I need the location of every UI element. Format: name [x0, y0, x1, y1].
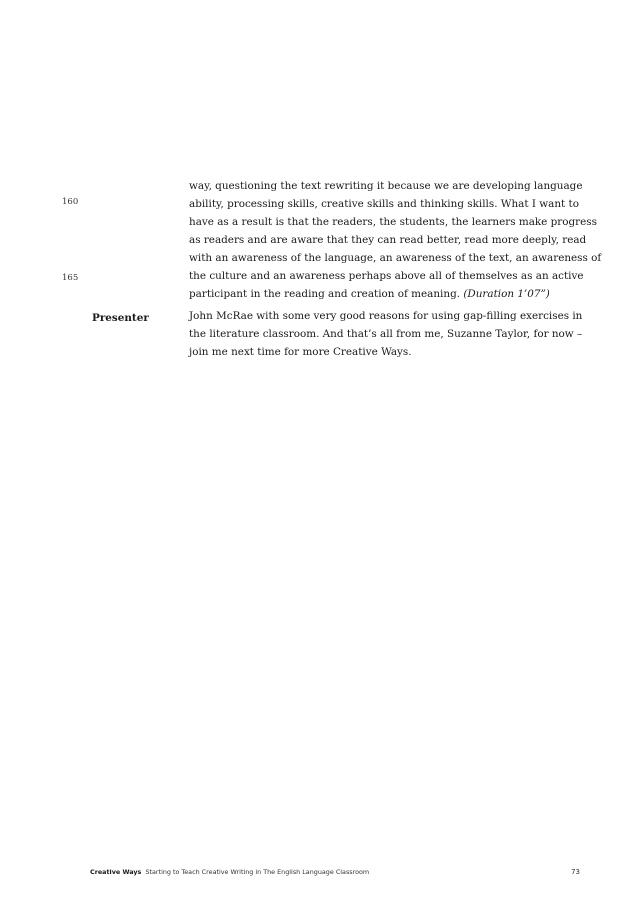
- footer-text: [90, 868, 369, 876]
- duration-note: (Duration 1’07”): [463, 288, 550, 300]
- page-footer: [90, 868, 580, 876]
- transcript-line: have as a result is that the readers, the students, the learners make progress: [189, 216, 597, 228]
- transcript-line: as readers and are aware that they can read better, read more deeply, read: [189, 234, 587, 246]
- transcript-line: the literature classroom. And that’s all from me, Suzanne Taylor, for now –: [189, 328, 583, 340]
- transcript-line: way, questioning the text rewriting it because we are developing language: [189, 180, 583, 192]
- line-number-160: 160: [62, 197, 79, 207]
- page-number: 73: [571, 868, 580, 876]
- transcript-line-text: participant in the reading and creation of meaning.: [189, 288, 464, 300]
- transcript-line: with an awareness of the language, an awareness of the text, an awareness of: [189, 252, 602, 264]
- footer-title: Creative Ways: [90, 868, 142, 876]
- transcript-line: [189, 285, 550, 303]
- speaker-label: Presenter: [92, 312, 149, 324]
- footer-subtitle: Starting to Teach Creative Writing in The English Language Classroom: [145, 868, 370, 876]
- transcript-line: the culture and an awareness perhaps above all of themselves as an active: [189, 270, 584, 282]
- transcript-line: John McRae with some very good reasons for using gap-filling exercises in: [189, 310, 583, 322]
- transcript-line: ability, processing skills, creative skills and thinking skills. What I want to: [189, 198, 579, 210]
- line-number-165: 165: [62, 273, 79, 283]
- transcript-line: join me next time for more Creative Ways.: [189, 346, 412, 358]
